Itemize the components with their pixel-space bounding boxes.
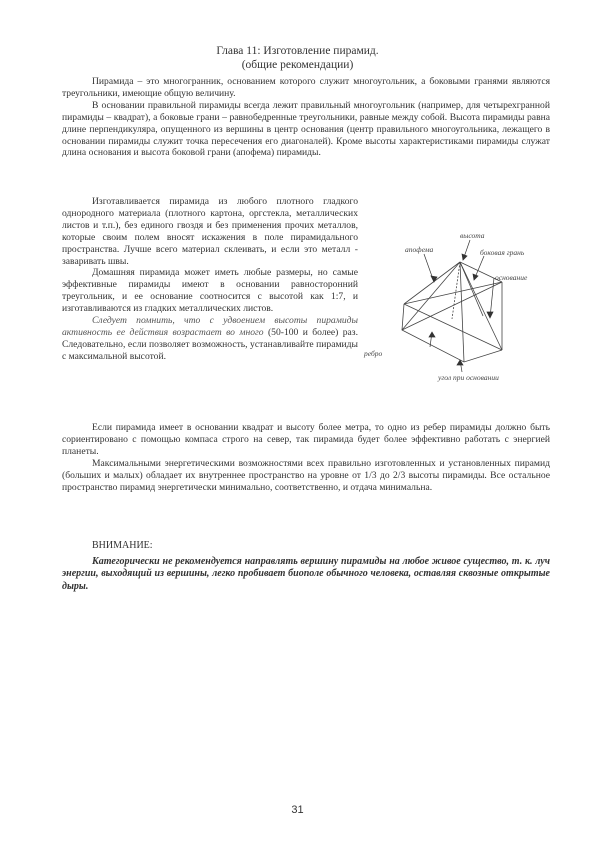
- paragraph: Пирамида – это многогранник, основанием которого служит многоугольник, а боковыми гранями являются треугольники, имеющие общую величину.: [62, 76, 550, 99]
- paragraph: Домашняя пирамида может иметь любые размеры, но самые эффективные пирамиды имеют в основании равносторонний треугольник, и ее основание соотносится с высотой как 1:7, и изготавливаются из гладких металлических листов.: [62, 267, 358, 315]
- page-number: 31: [291, 804, 304, 816]
- paragraph-tail: (50-100 и более) раз. Следовательно, если позволяет возможность, устанавливайте пирамиды с максимальной высотой.: [62, 326, 358, 362]
- label-lateral-face: боковая грань: [480, 248, 525, 257]
- italic-emphasis: Следует помнить, что с удвоением высоты пирамиды активность ее действия возрастает во много: [62, 315, 358, 338]
- paragraph-italic-note: [62, 315, 358, 363]
- paragraph: Если пирамида имеет в основании квадрат и высоту более метра, то одно из ребер пирамиды должно быть сориентировано с помощью компаса строго на север, так пирамида будет более эффективно работать с энергией планеты.: [62, 422, 550, 457]
- paragraph: Максимальными энергетическими возможностями всех правильно изготовленных и установленных пирамид (больших и малых) обладает их внутреннее пространство на уровне от 1/3 до 2/3 высоты пирамиды. Все остальное пространство пирамид энергетически минимально, соответственно, и отдача минимальна.: [62, 457, 550, 493]
- warning-text-block: [62, 556, 550, 593]
- paragraph: Изготавливается пирамида из любого плотного гладкого однородного материала (плотного картона, оргстекла, металлических листов и т.п.), без единого гвоздя и без применения прочих металлов, которые своим полем вносят искажения в поле пирамидального пространства. Лучше всего материал склеивать, и если это металл - заваривать швы.: [62, 196, 358, 267]
- pyramid-diagram: [362, 222, 557, 392]
- label-base: основание: [495, 273, 528, 282]
- label-height: высота: [460, 231, 485, 240]
- paragraph: В основании правильной пирамиды всегда лежит правильный многоугольник (например, для четырехгранной пирамиды – квадрат), а боковые грани – равнобедренные треугольники, равные между собой. Высота пирамиды равна длине перпендикуляра, опущенного из вершины в центр основания (центр правильного многоугольника, лежащего в основании пирамиды служит точка пересечения его диагоналей). Кроме высоты характеристиками пирамиды служат длина основания и высота боковой грани (апофема) пирамиды.: [62, 99, 550, 159]
- label-edge: ребро: [364, 349, 383, 358]
- pyramid-figure: [362, 222, 557, 392]
- warning-text: Категорически не рекомендуется направлять вершину пирамиды на любое живое существо, т. к. луч энергии, выходящий из вершины, легко пробивает биополе обычного человека, оставляя сквозные открытые дыры.: [62, 556, 550, 592]
- lower-text-block: [62, 422, 550, 493]
- wrapped-text-block: [62, 196, 358, 363]
- warning-heading: ВНИМАНИЕ:: [92, 540, 153, 551]
- label-base-angle: угол при основании: [438, 373, 499, 382]
- intro-text-block: [62, 76, 550, 159]
- chapter-title: Глава 11: Изготовление пирамид.: [216, 45, 379, 57]
- chapter-subtitle: (общие рекомендации): [241, 59, 354, 71]
- label-apothem: апофема: [405, 245, 434, 254]
